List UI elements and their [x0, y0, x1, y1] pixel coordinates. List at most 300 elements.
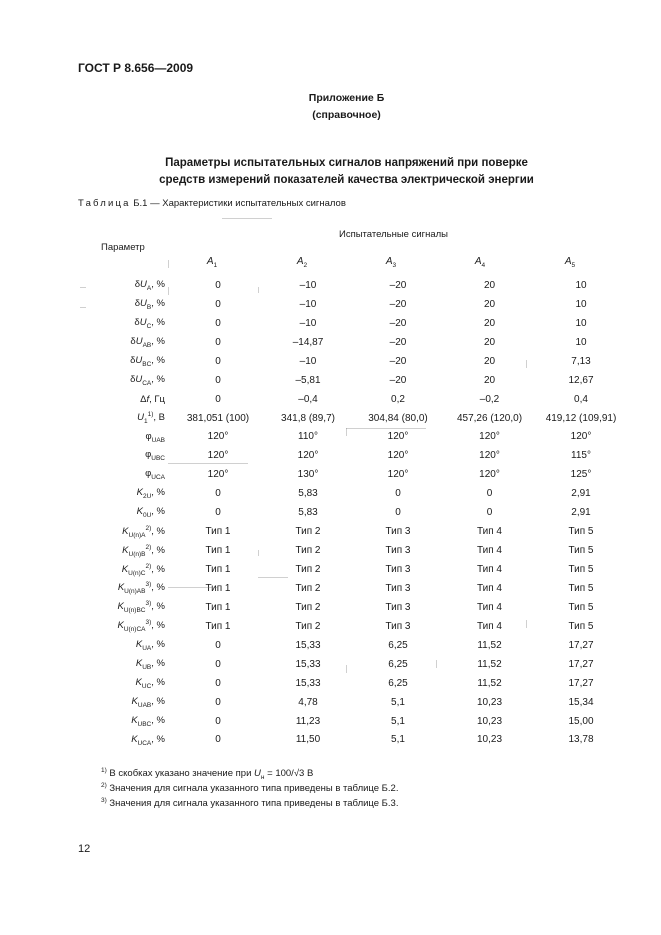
parameter-subscript: UCA	[137, 739, 152, 747]
scan-mark	[526, 360, 527, 368]
value-cell-a3: 6,25	[388, 658, 408, 670]
value-cell-a3: 0	[395, 488, 401, 500]
value-cell-a1: 120°	[207, 450, 229, 462]
parameter-prefix: φ	[145, 468, 152, 480]
parameter-unit: , %	[151, 297, 165, 309]
group-header: Испытательные сигналы	[339, 229, 448, 240]
parameter-unit: , %	[151, 714, 165, 726]
parameter-prefix: φ	[145, 430, 152, 442]
footnote-2-mark: 2)	[101, 782, 107, 789]
parameter-symbol: K	[131, 714, 138, 726]
column-header-subscript: 2	[303, 262, 308, 269]
parameter-cell	[78, 560, 173, 579]
value-cell-a5: 125°	[570, 469, 592, 481]
parameter-footnote-mark: 2)	[145, 543, 152, 551]
value-cell-a4: Тип 4	[476, 564, 502, 576]
value-cell-a4: 20	[483, 336, 496, 348]
parameter-subscript: C	[146, 322, 152, 330]
parameter-unit: , %	[151, 316, 165, 328]
value-cell-a5: 10	[575, 279, 587, 291]
value-cell-a2: 15,33	[295, 639, 321, 651]
value-cell-a2: –14,87	[292, 336, 324, 348]
table-row	[78, 579, 626, 598]
parameter-cell	[78, 712, 173, 731]
value-cell-a2: –5,81	[295, 374, 321, 386]
value-cell-a5: 12,67	[568, 374, 594, 386]
table-caption-text: Б.1 — Характеристики испытательных сигналов	[133, 198, 346, 209]
table-row	[78, 295, 626, 314]
value-cell-a2: 120°	[297, 450, 319, 462]
value-cell-a3: 6,25	[388, 639, 408, 651]
parameter-subscript: UAB	[137, 701, 152, 709]
value-cell-a2: –10	[299, 298, 317, 310]
value-cell-a1: 0	[215, 298, 221, 310]
value-cell-a3: 0	[395, 507, 401, 519]
parameter-symbol: U	[135, 335, 143, 347]
value-cell-a2: Тип 2	[295, 620, 321, 632]
value-cell-a1: Тип 1	[205, 564, 231, 576]
parameter-subscript: U(n)BC	[123, 607, 146, 615]
value-cell-a3: 6,25	[388, 677, 408, 689]
column-header-symbol: A	[564, 256, 572, 267]
value-cell-a1: 0	[215, 488, 221, 500]
parameter-footnote-mark: 1)	[147, 411, 154, 418]
value-cell-a1: 0	[215, 677, 221, 689]
table-row	[78, 598, 626, 617]
column-header-symbol: A	[385, 256, 393, 267]
value-cell-a4: 20	[483, 355, 496, 367]
column-header-symbol: A	[474, 256, 482, 267]
value-cell-a4: 20	[483, 279, 496, 291]
footnote-1-text-after: = 100/√3 В	[264, 768, 314, 780]
table-row	[78, 390, 626, 409]
value-cell-a3: –20	[389, 317, 407, 329]
value-cell-a3: Тип 3	[385, 545, 411, 557]
scan-mark	[526, 620, 527, 628]
table-row	[78, 560, 626, 579]
value-cell-a1: Тип 1	[205, 601, 231, 613]
parameter-unit: , В	[153, 412, 165, 424]
parameter-cell	[78, 371, 173, 390]
value-cell-a5: 10	[575, 298, 587, 310]
value-cell-a1: Тип 1	[205, 526, 231, 538]
value-cell-a5: 10	[575, 336, 587, 348]
value-cell-a3: 120°	[387, 450, 409, 462]
value-cell-a2: –10	[299, 279, 317, 291]
column-header-subscript: 5	[571, 262, 576, 269]
table-row	[78, 409, 626, 428]
value-cell-a5: 17,27	[568, 639, 594, 651]
scan-mark	[80, 287, 86, 288]
value-cell-a1: 120°	[207, 469, 229, 481]
footnote-3-text: Значения для сигнала указанного типа приведены в таблице Б.3.	[106, 798, 399, 810]
parameter-subscript: U(n)A	[128, 531, 146, 539]
parameter-subscript: 1	[143, 418, 148, 426]
value-cell-a4: 20	[483, 374, 496, 386]
table-row	[78, 674, 626, 693]
value-cell-a4: Тип 4	[476, 620, 502, 632]
param-header: Параметр	[101, 242, 145, 253]
table-row	[78, 522, 626, 541]
parameter-symbol: K	[135, 676, 142, 688]
page-number: 12	[78, 843, 91, 855]
scan-mark	[168, 587, 218, 588]
value-cell-a5: Тип 5	[568, 564, 594, 576]
parameter-symbol: U	[137, 412, 144, 424]
value-cell-a3: –20	[389, 298, 407, 310]
parameter-symbol: K	[122, 544, 129, 556]
parameter-subscript: BC	[142, 360, 152, 368]
parameter-symbol: K	[117, 601, 124, 613]
value-cell-a1: 0	[215, 507, 221, 519]
parameter-cell	[78, 522, 173, 541]
parameter-prefix: δ	[130, 354, 136, 366]
value-cell-a4: Тип 4	[476, 526, 502, 538]
scan-mark	[168, 463, 248, 464]
value-cell-a2: Тип 2	[295, 526, 321, 538]
value-cell-a1: 0	[215, 639, 221, 651]
value-cell-a4: 120°	[479, 469, 500, 481]
parameter-cell	[78, 446, 173, 465]
scan-mark	[168, 287, 169, 295]
parameter-symbol: K	[117, 582, 125, 594]
value-cell-a3: Тип 3	[385, 620, 411, 632]
value-cell-a4: Тип 4	[476, 601, 502, 613]
table-row	[78, 655, 626, 674]
parameter-unit: , %	[151, 544, 165, 556]
value-cell-a5: Тип 5	[568, 582, 594, 594]
value-cell-a5: 17,27	[568, 658, 594, 670]
column-header-a4	[450, 256, 510, 269]
value-cell-a1: 0	[215, 355, 221, 367]
parameter-subscript: U(n)CA	[123, 626, 146, 634]
parameter-subscript: UC	[141, 682, 152, 690]
parameter-unit: , Гц	[149, 393, 165, 405]
value-cell-a2: –10	[299, 355, 317, 367]
value-cell-a3: –20	[389, 336, 407, 348]
value-cell-a5: 0,4	[574, 393, 588, 405]
parameter-subscript: U(n)AB	[124, 588, 146, 596]
parameter-unit: , %	[151, 657, 165, 669]
value-cell-a1: 0	[215, 715, 221, 727]
parameter-symbol: U	[140, 297, 147, 309]
value-cell-a4: Тип 4	[476, 582, 502, 594]
value-cell-a5: 15,34	[568, 696, 594, 708]
value-cell-a2: 5,83	[298, 507, 318, 519]
value-cell-a3: –20	[389, 374, 407, 386]
table-caption-prefix: Таблица	[78, 198, 131, 209]
table-row	[78, 465, 626, 484]
parameter-unit: , %	[151, 373, 165, 385]
value-cell-a2: 110°	[298, 431, 318, 443]
value-cell-a5: 10	[575, 317, 587, 329]
parameter-cell	[78, 579, 173, 598]
parameter-prefix: δ	[134, 297, 141, 309]
scan-mark	[258, 287, 259, 293]
scan-mark	[168, 260, 169, 268]
parameter-subscript: 2U	[142, 493, 152, 501]
value-cell-a3: 304,84 (80,0)	[368, 412, 428, 424]
footnote-1-mark: 1)	[101, 767, 107, 774]
value-cell-a3: 120°	[387, 469, 409, 481]
column-header-a5	[540, 256, 600, 269]
scan-mark	[346, 428, 347, 436]
value-cell-a2: Тип 2	[295, 582, 321, 594]
value-cell-a5: 2,91	[571, 488, 591, 500]
value-cell-a4: 10,23	[476, 734, 503, 746]
parameter-footnote-mark: 3)	[145, 600, 152, 608]
value-cell-a4: 0	[486, 507, 493, 519]
parameter-symbol: K	[135, 638, 143, 650]
parameter-subscript: UCA	[151, 474, 165, 482]
parameter-unit: , %	[151, 638, 165, 650]
value-cell-a3: 5,1	[391, 715, 405, 727]
parameter-cell	[78, 731, 173, 750]
table-row	[78, 371, 626, 390]
value-cell-a4: 20	[483, 298, 496, 310]
value-cell-a5: 7,13	[571, 355, 591, 367]
value-cell-a2: Тип 2	[295, 601, 321, 613]
value-cell-a2: 341,8 (89,7)	[281, 412, 335, 424]
scan-mark	[80, 307, 86, 308]
parameter-unit: , %	[151, 733, 165, 745]
value-cell-a1: Тип 1	[205, 620, 231, 632]
parameter-footnote-mark: 3)	[145, 581, 152, 589]
table-row	[78, 446, 626, 465]
parameter-subscript: UAB	[151, 436, 165, 444]
parameter-symbol: K	[117, 620, 124, 632]
parameter-symbol: K	[136, 487, 143, 499]
value-cell-a1: 0	[215, 336, 221, 348]
value-cell-a2: Тип 2	[295, 545, 321, 557]
value-cell-a4: 10,23	[476, 715, 503, 727]
column-header-a2	[272, 256, 332, 269]
value-cell-a5: Тип 5	[568, 620, 594, 632]
parameter-subscript: 0U	[142, 512, 152, 520]
parameter-subscript: B	[146, 303, 152, 311]
parameter-cell	[78, 314, 173, 333]
footnote-3-mark: 3)	[101, 797, 107, 804]
parameter-prefix: δ	[130, 373, 136, 385]
scan-mark	[346, 428, 426, 429]
value-cell-a5: 2,91	[571, 507, 591, 519]
table-row	[78, 693, 626, 712]
value-cell-a4: 10,23	[476, 696, 503, 708]
value-cell-a5: Тип 5	[568, 601, 594, 613]
parameter-cell	[78, 390, 173, 409]
parameter-unit: , %	[151, 354, 165, 366]
value-cell-a3: 120°	[387, 431, 409, 443]
parameter-cell	[78, 636, 173, 655]
table-row	[78, 731, 626, 750]
footnote-1	[101, 767, 313, 781]
value-cell-a1: 0	[215, 734, 221, 746]
value-cell-a3: –20	[389, 355, 407, 367]
scan-mark	[258, 577, 288, 578]
parameter-footnote-mark: 2)	[145, 562, 152, 570]
value-cell-a1: 0	[215, 696, 221, 708]
value-cell-a3: –20	[389, 279, 407, 291]
parameter-unit: , %	[151, 601, 165, 613]
section-title-line2: средств измерений показателей качества электрической энергии	[159, 174, 534, 186]
value-cell-a1: 0	[215, 393, 221, 405]
value-cell-a2: 15,33	[295, 677, 321, 689]
footnote-3	[101, 797, 398, 809]
value-cell-a1: 120°	[207, 431, 229, 443]
parameter-symbol: U	[139, 316, 147, 328]
column-header-subscript: 3	[392, 262, 397, 269]
value-cell-a4: –0,2	[479, 393, 500, 405]
value-cell-a3: Тип 3	[385, 526, 411, 538]
parameter-cell	[78, 503, 173, 522]
scan-mark	[222, 218, 272, 219]
parameter-subscript: UB	[142, 663, 152, 671]
value-cell-a4: 11,52	[477, 677, 502, 689]
parameter-symbol: K	[131, 695, 138, 707]
value-cell-a4: 120°	[479, 431, 500, 443]
column-header-symbol: A	[206, 256, 214, 267]
parameter-unit: , %	[151, 563, 165, 575]
table-row	[78, 503, 626, 522]
section-title-line1: Параметры испытательных сигналов напряжений при поверке	[165, 157, 528, 169]
parameter-unit: , %	[151, 487, 165, 499]
value-cell-a3: 5,1	[391, 734, 405, 746]
parameter-cell	[78, 484, 173, 503]
parameter-unit: , %	[151, 525, 165, 537]
value-cell-a5: 419,12 (109,91)	[545, 412, 617, 424]
parameter-prefix: Δ	[140, 393, 147, 405]
parameter-unit: , %	[151, 506, 165, 518]
value-cell-a1: Тип 1	[205, 545, 231, 557]
table-caption	[78, 198, 346, 209]
parameter-prefix: δ	[130, 335, 136, 347]
value-cell-a5: 120°	[570, 431, 592, 443]
value-cell-a4: 457,26 (120,0)	[456, 412, 523, 424]
parameter-cell	[78, 541, 173, 560]
value-cell-a4: Тип 4	[476, 545, 502, 557]
value-cell-a5: Тип 5	[568, 526, 594, 538]
parameter-subscript: UA	[142, 644, 152, 652]
parameter-symbol: U	[135, 373, 143, 385]
table-row	[78, 541, 626, 560]
value-cell-a1: 0	[215, 658, 221, 670]
parameter-unit: , %	[151, 582, 165, 594]
value-cell-a2: 4,78	[298, 696, 318, 708]
table-row	[78, 352, 626, 371]
parameter-cell	[78, 295, 173, 314]
column-header-a3	[361, 256, 421, 269]
parameter-subscript: UBC	[151, 455, 165, 463]
parameter-cell	[78, 598, 173, 617]
appendix-title: Приложение Б	[308, 92, 385, 104]
value-cell-a3: 0,2	[391, 393, 405, 405]
value-cell-a3: Тип 3	[385, 564, 411, 576]
parameter-cell	[78, 333, 173, 352]
value-cell-a2: 11,50	[295, 734, 321, 746]
value-cell-a4: 0	[486, 488, 493, 500]
parameter-cell	[78, 617, 173, 636]
value-cell-a1: 0	[215, 317, 221, 329]
parameter-unit: , %	[151, 695, 165, 707]
parameter-symbol: K	[136, 506, 143, 518]
parameter-subscript: AB	[142, 341, 152, 349]
value-cell-a1: 0	[215, 374, 221, 386]
value-cell-a1: 381,051 (100)	[186, 412, 250, 424]
parameter-symbol: K	[135, 657, 143, 669]
parameter-symbol: K	[122, 525, 129, 537]
parameter-symbol: K	[121, 563, 129, 575]
parameter-subscript: UBC	[137, 720, 152, 728]
table-row	[78, 333, 626, 352]
parameter-subscript: U(n)B	[128, 550, 146, 558]
value-cell-a1: Тип 1	[205, 582, 231, 594]
column-header-subscript: 1	[213, 262, 218, 269]
value-cell-a5: 15,00	[568, 715, 594, 727]
parameter-unit: , %	[151, 676, 165, 688]
value-cell-a5: 17,27	[568, 677, 594, 689]
parameter-symbol: U	[135, 354, 143, 366]
scan-mark	[436, 660, 437, 668]
value-cell-a2: –10	[299, 317, 317, 329]
footnote-2	[101, 782, 398, 794]
appendix-note: (справочное)	[312, 109, 381, 121]
footnote-1-subscript: н	[260, 774, 265, 782]
value-cell-a2: –0,4	[298, 393, 318, 405]
column-header-symbol: A	[296, 256, 304, 267]
value-cell-a3: 5,1	[391, 696, 405, 708]
value-cell-a3: Тип 3	[385, 582, 411, 594]
table-row	[78, 617, 626, 636]
value-cell-a4: 120°	[479, 450, 500, 462]
table-row	[78, 314, 626, 333]
document-code: ГОСТ Р 8.656—2009	[78, 61, 194, 75]
table-row	[78, 636, 626, 655]
parameter-cell	[78, 409, 173, 428]
parameter-footnote-mark: 2)	[145, 524, 152, 532]
parameter-cell	[78, 465, 173, 484]
table-row	[78, 484, 626, 503]
footnote-2-text: Значения для сигнала указанного типа приведены в таблице Б.2.	[106, 783, 399, 795]
value-cell-a4: 11,52	[477, 639, 502, 651]
parameter-symbol: K	[131, 733, 138, 745]
parameter-subscript: U(n)C	[128, 569, 146, 577]
value-cell-a2: 11,23	[295, 715, 321, 727]
data-table	[78, 276, 626, 749]
table-row	[78, 428, 626, 447]
value-cell-a1: 0	[215, 279, 221, 291]
parameter-cell	[78, 276, 173, 295]
scan-mark	[258, 550, 259, 556]
column-header-subscript: 4	[481, 262, 486, 269]
value-cell-a5: 115°	[571, 450, 591, 462]
parameter-footnote-mark: 3)	[145, 619, 152, 627]
value-cell-a2: 130°	[297, 469, 319, 481]
parameter-cell	[78, 428, 173, 447]
value-cell-a2: 15,33	[295, 658, 321, 670]
value-cell-a2: 5,83	[298, 488, 318, 500]
parameter-subscript: CA	[142, 379, 152, 387]
value-cell-a4: 20	[483, 317, 496, 329]
value-cell-a5: Тип 5	[568, 545, 594, 557]
parameter-prefix: δ	[134, 279, 141, 291]
parameter-subscript: A	[146, 284, 152, 292]
value-cell-a5: 13,78	[568, 734, 594, 746]
parameter-cell	[78, 693, 173, 712]
table-row	[78, 276, 626, 295]
parameter-cell	[78, 352, 173, 371]
parameter-unit: , %	[151, 335, 165, 347]
parameter-unit: , %	[151, 620, 165, 632]
